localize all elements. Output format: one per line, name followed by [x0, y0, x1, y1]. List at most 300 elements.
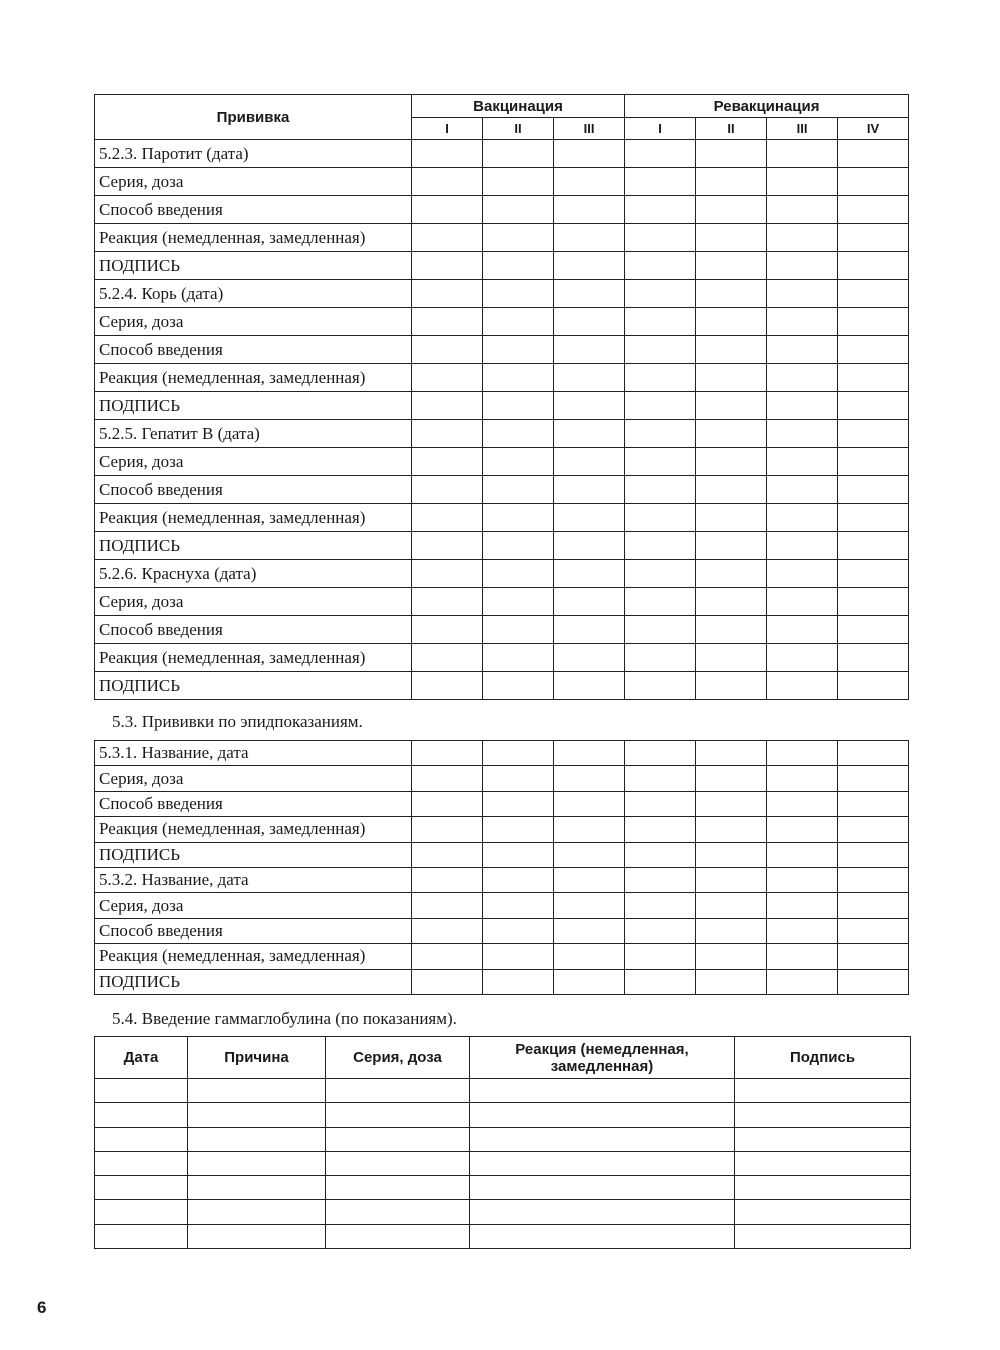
row-label: Способ введения — [95, 476, 412, 504]
entry-cell[interactable] — [412, 791, 483, 816]
row-label: ПОДПИСЬ — [95, 842, 412, 867]
entry-cell[interactable] — [838, 280, 909, 308]
entry-cell[interactable] — [625, 867, 696, 892]
entry-cell[interactable] — [95, 1224, 188, 1248]
entry-cell[interactable] — [412, 476, 483, 504]
table-row — [95, 969, 909, 994]
entry-cell[interactable] — [625, 766, 696, 791]
entry-cell[interactable] — [470, 1176, 735, 1200]
row-label: Серия, доза — [95, 308, 412, 336]
entry-cell[interactable] — [554, 918, 625, 943]
entry-cell[interactable] — [483, 196, 554, 224]
row-label: Реакция (немедленная, замедленная) — [95, 944, 412, 969]
entry-cell[interactable] — [554, 140, 625, 168]
entry-cell[interactable] — [696, 140, 767, 168]
entry-cell[interactable] — [326, 1103, 470, 1127]
entry-cell[interactable] — [625, 969, 696, 994]
entry-cell[interactable] — [554, 766, 625, 791]
entry-cell[interactable] — [625, 817, 696, 842]
entry-cell[interactable] — [838, 918, 909, 943]
row-label: 5.2.4. Корь (дата) — [95, 280, 412, 308]
entry-cell[interactable] — [326, 1079, 470, 1103]
entry-cell[interactable] — [470, 1127, 735, 1151]
entry-cell[interactable] — [625, 364, 696, 392]
entry-cell[interactable] — [625, 336, 696, 364]
entry-cell[interactable] — [188, 1224, 326, 1248]
entry-cell[interactable] — [412, 867, 483, 892]
entry-cell[interactable] — [483, 504, 554, 532]
entry-cell[interactable] — [412, 560, 483, 588]
entry-cell[interactable] — [767, 644, 838, 672]
entry-cell[interactable] — [554, 842, 625, 867]
entry-cell[interactable] — [483, 308, 554, 336]
entry-cell[interactable] — [188, 1200, 326, 1224]
entry-cell[interactable] — [767, 741, 838, 766]
entry-cell[interactable] — [554, 560, 625, 588]
table-row — [95, 944, 909, 969]
entry-cell[interactable] — [412, 448, 483, 476]
entry-cell[interactable] — [483, 944, 554, 969]
vaccine-header: Прививка — [95, 95, 412, 140]
entry-cell[interactable] — [554, 224, 625, 252]
row-label: Серия, доза — [95, 168, 412, 196]
entry-cell[interactable] — [767, 817, 838, 842]
table-row — [95, 392, 909, 420]
entry-cell[interactable] — [412, 817, 483, 842]
entry-cell[interactable] — [838, 168, 909, 196]
entry-cell[interactable] — [838, 644, 909, 672]
entry-cell[interactable] — [696, 448, 767, 476]
entry-cell[interactable] — [696, 420, 767, 448]
table-row — [95, 504, 909, 532]
entry-cell[interactable] — [838, 448, 909, 476]
entry-cell[interactable] — [412, 969, 483, 994]
entry-cell[interactable] — [483, 420, 554, 448]
entry-cell[interactable] — [838, 672, 909, 700]
entry-cell[interactable] — [767, 560, 838, 588]
entry-cell[interactable] — [767, 504, 838, 532]
row-label: Способ введения — [95, 918, 412, 943]
entry-cell[interactable] — [483, 448, 554, 476]
entry-cell[interactable] — [95, 1200, 188, 1224]
entry-cell[interactable] — [326, 1176, 470, 1200]
entry-cell[interactable] — [696, 969, 767, 994]
vaccination-header: Вакцинация — [412, 95, 625, 118]
entry-cell[interactable] — [767, 168, 838, 196]
entry-cell[interactable] — [625, 168, 696, 196]
entry-cell[interactable] — [767, 252, 838, 280]
row-label: Реакция (немедленная, замедленная) — [95, 817, 412, 842]
table-row — [95, 616, 909, 644]
entry-cell[interactable] — [838, 308, 909, 336]
entry-cell[interactable] — [767, 140, 838, 168]
entry-cell[interactable] — [767, 476, 838, 504]
table-row — [95, 766, 909, 791]
entry-cell[interactable] — [188, 1176, 326, 1200]
table-row — [95, 741, 909, 766]
entry-cell[interactable] — [554, 252, 625, 280]
row-label: ПОДПИСЬ — [95, 392, 412, 420]
entry-cell[interactable] — [838, 867, 909, 892]
entry-cell[interactable] — [554, 504, 625, 532]
entry-cell[interactable] — [838, 224, 909, 252]
entry-cell[interactable] — [696, 532, 767, 560]
entry-cell[interactable] — [767, 918, 838, 943]
table-row — [95, 1079, 911, 1103]
entry-cell[interactable] — [838, 766, 909, 791]
row-label: ПОДПИСЬ — [95, 672, 412, 700]
entry-cell[interactable] — [735, 1151, 911, 1175]
entry-cell[interactable] — [483, 672, 554, 700]
entry-cell[interactable] — [838, 140, 909, 168]
entry-cell[interactable] — [767, 364, 838, 392]
row-label: ПОДПИСЬ — [95, 969, 412, 994]
entry-cell[interactable] — [412, 308, 483, 336]
row-label: Серия, доза — [95, 588, 412, 616]
entry-cell[interactable] — [483, 252, 554, 280]
table-row — [95, 448, 909, 476]
entry-cell[interactable] — [554, 308, 625, 336]
entry-cell[interactable] — [735, 1176, 911, 1200]
row-label: Реакция (немедленная, замедленная) — [95, 224, 412, 252]
entry-cell[interactable] — [735, 1224, 911, 1248]
entry-cell[interactable] — [412, 918, 483, 943]
entry-cell[interactable] — [838, 616, 909, 644]
entry-cell[interactable] — [188, 1127, 326, 1151]
entry-cell[interactable] — [767, 893, 838, 918]
entry-cell[interactable] — [625, 252, 696, 280]
entry-cell[interactable] — [412, 168, 483, 196]
entry-cell[interactable] — [483, 532, 554, 560]
entry-cell[interactable] — [554, 336, 625, 364]
entry-cell[interactable] — [554, 672, 625, 700]
entry-cell[interactable] — [470, 1200, 735, 1224]
entry-cell[interactable] — [838, 532, 909, 560]
entry-cell[interactable] — [412, 252, 483, 280]
entry-cell[interactable] — [696, 336, 767, 364]
entry-cell[interactable] — [625, 476, 696, 504]
entry-cell[interactable] — [625, 842, 696, 867]
row-label: Реакция (немедленная, замедленная) — [95, 364, 412, 392]
entry-cell[interactable] — [326, 1127, 470, 1151]
entry-cell[interactable] — [696, 252, 767, 280]
entry-cell[interactable] — [625, 224, 696, 252]
entry-cell[interactable] — [767, 196, 838, 224]
entry-cell[interactable] — [767, 616, 838, 644]
entry-cell[interactable] — [554, 196, 625, 224]
table-row — [95, 308, 909, 336]
entry-cell[interactable] — [838, 791, 909, 816]
entry-cell[interactable] — [767, 420, 838, 448]
entry-cell[interactable] — [326, 1224, 470, 1248]
entry-cell[interactable] — [483, 168, 554, 196]
entry-cell[interactable] — [838, 588, 909, 616]
row-label: Способ введения — [95, 196, 412, 224]
entry-cell[interactable] — [625, 791, 696, 816]
entry-cell[interactable] — [483, 364, 554, 392]
entry-cell[interactable] — [696, 196, 767, 224]
entry-cell[interactable] — [483, 817, 554, 842]
entry-cell[interactable] — [554, 420, 625, 448]
entry-cell[interactable] — [470, 1103, 735, 1127]
entry-cell[interactable] — [696, 588, 767, 616]
entry-cell[interactable] — [625, 644, 696, 672]
entry-cell[interactable] — [767, 842, 838, 867]
entry-cell[interactable] — [767, 766, 838, 791]
entry-cell[interactable] — [412, 672, 483, 700]
entry-cell[interactable] — [767, 336, 838, 364]
entry-cell[interactable] — [188, 1103, 326, 1127]
table-row — [95, 336, 909, 364]
entry-cell[interactable] — [412, 336, 483, 364]
entry-cell[interactable] — [838, 741, 909, 766]
entry-cell[interactable] — [696, 504, 767, 532]
entry-cell[interactable] — [470, 1079, 735, 1103]
entry-cell[interactable] — [554, 588, 625, 616]
entry-cell[interactable] — [696, 476, 767, 504]
entry-cell[interactable] — [696, 672, 767, 700]
entry-cell[interactable] — [838, 504, 909, 532]
epid-table-body — [95, 741, 909, 995]
entry-cell[interactable] — [625, 448, 696, 476]
entry-cell[interactable] — [696, 392, 767, 420]
entry-cell[interactable] — [412, 532, 483, 560]
entry-cell[interactable] — [95, 1079, 188, 1103]
vaccination-table-body — [95, 140, 909, 700]
entry-cell[interactable] — [625, 918, 696, 943]
gammaglobulin-table — [94, 1036, 911, 1249]
table-row — [95, 532, 909, 560]
gamma-header-date: Дата — [95, 1037, 188, 1079]
entry-cell[interactable] — [767, 791, 838, 816]
entry-cell[interactable] — [412, 588, 483, 616]
entry-cell[interactable] — [767, 969, 838, 994]
entry-cell[interactable] — [838, 336, 909, 364]
entry-cell[interactable] — [412, 420, 483, 448]
entry-cell[interactable] — [767, 280, 838, 308]
row-label: 5.2.5. Гепатит В (дата) — [95, 420, 412, 448]
entry-cell[interactable] — [735, 1079, 911, 1103]
table-row — [95, 1224, 911, 1248]
entry-cell[interactable] — [412, 364, 483, 392]
entry-cell[interactable] — [625, 616, 696, 644]
table-row — [95, 672, 909, 700]
entry-cell[interactable] — [554, 791, 625, 816]
revaccination-col: IV — [838, 118, 909, 140]
entry-cell[interactable] — [554, 392, 625, 420]
entry-cell[interactable] — [696, 893, 767, 918]
entry-cell[interactable] — [767, 448, 838, 476]
revaccination-col: I — [625, 118, 696, 140]
entry-cell[interactable] — [483, 336, 554, 364]
table-row — [95, 1103, 911, 1127]
entry-cell[interactable] — [554, 893, 625, 918]
entry-cell[interactable] — [767, 308, 838, 336]
entry-cell[interactable] — [696, 867, 767, 892]
entry-cell[interactable] — [412, 224, 483, 252]
entry-cell[interactable] — [412, 766, 483, 791]
entry-cell[interactable] — [412, 280, 483, 308]
entry-cell[interactable] — [696, 918, 767, 943]
gamma-header-reason: Причина — [188, 1037, 326, 1079]
entry-cell[interactable] — [483, 140, 554, 168]
table-row — [95, 196, 909, 224]
entry-cell[interactable] — [625, 196, 696, 224]
entry-cell[interactable] — [838, 560, 909, 588]
entry-cell[interactable] — [483, 644, 554, 672]
entry-cell[interactable] — [483, 392, 554, 420]
entry-cell[interactable] — [838, 944, 909, 969]
entry-cell[interactable] — [483, 741, 554, 766]
entry-cell[interactable] — [412, 893, 483, 918]
entry-cell[interactable] — [625, 420, 696, 448]
entry-cell[interactable] — [483, 560, 554, 588]
entry-cell[interactable] — [767, 588, 838, 616]
entry-cell[interactable] — [767, 867, 838, 892]
entry-cell[interactable] — [838, 969, 909, 994]
entry-cell[interactable] — [696, 364, 767, 392]
entry-cell[interactable] — [483, 766, 554, 791]
entry-cell[interactable] — [483, 918, 554, 943]
entry-cell[interactable] — [554, 532, 625, 560]
entry-cell[interactable] — [412, 944, 483, 969]
entry-cell[interactable] — [483, 224, 554, 252]
entry-cell[interactable] — [625, 672, 696, 700]
entry-cell[interactable] — [412, 392, 483, 420]
entry-cell[interactable] — [412, 842, 483, 867]
entry-cell[interactable] — [735, 1200, 911, 1224]
entry-cell[interactable] — [696, 766, 767, 791]
entry-cell[interactable] — [696, 560, 767, 588]
entry-cell[interactable] — [625, 588, 696, 616]
section-caption-epid: 5.3. Прививки по эпидпоказаниям. — [112, 712, 363, 731]
entry-cell[interactable] — [625, 392, 696, 420]
entry-cell[interactable] — [483, 280, 554, 308]
entry-cell[interactable] — [735, 1103, 911, 1127]
entry-cell[interactable] — [696, 842, 767, 867]
entry-cell[interactable] — [554, 448, 625, 476]
row-label: 5.3.2. Название, дата — [95, 867, 412, 892]
entry-cell[interactable] — [483, 588, 554, 616]
entry-cell[interactable] — [412, 616, 483, 644]
entry-cell[interactable] — [412, 644, 483, 672]
entry-cell[interactable] — [483, 791, 554, 816]
vaccination-col: II — [483, 118, 554, 140]
entry-cell[interactable] — [470, 1151, 735, 1175]
row-label: Способ введения — [95, 791, 412, 816]
entry-cell[interactable] — [95, 1127, 188, 1151]
entry-cell[interactable] — [838, 817, 909, 842]
entry-cell[interactable] — [554, 168, 625, 196]
entry-cell[interactable] — [696, 280, 767, 308]
entry-cell[interactable] — [767, 944, 838, 969]
entry-cell[interactable] — [554, 616, 625, 644]
entry-cell[interactable] — [483, 867, 554, 892]
table-row — [95, 644, 909, 672]
entry-cell[interactable] — [838, 392, 909, 420]
entry-cell[interactable] — [767, 672, 838, 700]
entry-cell[interactable] — [483, 893, 554, 918]
entry-cell[interactable] — [483, 476, 554, 504]
entry-cell[interactable] — [767, 532, 838, 560]
entry-cell[interactable] — [838, 364, 909, 392]
entry-cell[interactable] — [625, 944, 696, 969]
entry-cell[interactable] — [625, 532, 696, 560]
entry-cell[interactable] — [554, 364, 625, 392]
table-row — [95, 791, 909, 816]
entry-cell[interactable] — [554, 867, 625, 892]
entry-cell[interactable] — [838, 842, 909, 867]
entry-cell[interactable] — [483, 969, 554, 994]
table-row — [95, 842, 909, 867]
entry-cell[interactable] — [554, 476, 625, 504]
entry-cell[interactable] — [483, 616, 554, 644]
entry-cell[interactable] — [554, 644, 625, 672]
entry-cell[interactable] — [625, 741, 696, 766]
entry-cell[interactable] — [625, 140, 696, 168]
table-row — [95, 420, 909, 448]
entry-cell[interactable] — [188, 1079, 326, 1103]
gamma-table-body — [95, 1079, 911, 1249]
table-row — [95, 588, 909, 616]
entry-cell[interactable] — [696, 308, 767, 336]
entry-cell[interactable] — [412, 504, 483, 532]
entry-cell[interactable] — [470, 1224, 735, 1248]
entry-cell[interactable] — [838, 252, 909, 280]
entry-cell[interactable] — [696, 616, 767, 644]
entry-cell[interactable] — [412, 140, 483, 168]
entry-cell[interactable] — [554, 817, 625, 842]
entry-cell[interactable] — [412, 196, 483, 224]
entry-cell[interactable] — [95, 1103, 188, 1127]
entry-cell[interactable] — [625, 560, 696, 588]
entry-cell[interactable] — [838, 893, 909, 918]
vaccination-col: I — [412, 118, 483, 140]
entry-cell[interactable] — [412, 741, 483, 766]
entry-cell[interactable] — [696, 791, 767, 816]
entry-cell[interactable] — [767, 392, 838, 420]
entry-cell[interactable] — [625, 280, 696, 308]
entry-cell[interactable] — [696, 224, 767, 252]
entry-cell[interactable] — [767, 224, 838, 252]
entry-cell[interactable] — [838, 476, 909, 504]
entry-cell[interactable] — [554, 741, 625, 766]
entry-cell[interactable] — [696, 644, 767, 672]
entry-cell[interactable] — [838, 420, 909, 448]
entry-cell[interactable] — [625, 504, 696, 532]
entry-cell[interactable] — [838, 196, 909, 224]
entry-cell[interactable] — [554, 969, 625, 994]
entry-cell[interactable] — [554, 944, 625, 969]
entry-cell[interactable] — [696, 944, 767, 969]
entry-cell[interactable] — [326, 1151, 470, 1175]
entry-cell[interactable] — [625, 893, 696, 918]
vaccination-table — [94, 94, 909, 700]
vaccination-col: III — [554, 118, 625, 140]
entry-cell[interactable] — [735, 1127, 911, 1151]
entry-cell[interactable] — [326, 1200, 470, 1224]
entry-cell[interactable] — [696, 817, 767, 842]
entry-cell[interactable] — [625, 308, 696, 336]
entry-cell[interactable] — [95, 1151, 188, 1175]
entry-cell[interactable] — [696, 168, 767, 196]
entry-cell[interactable] — [188, 1151, 326, 1175]
entry-cell[interactable] — [483, 842, 554, 867]
entry-cell[interactable] — [554, 280, 625, 308]
entry-cell[interactable] — [95, 1176, 188, 1200]
table-row — [95, 1127, 911, 1151]
entry-cell[interactable] — [696, 741, 767, 766]
